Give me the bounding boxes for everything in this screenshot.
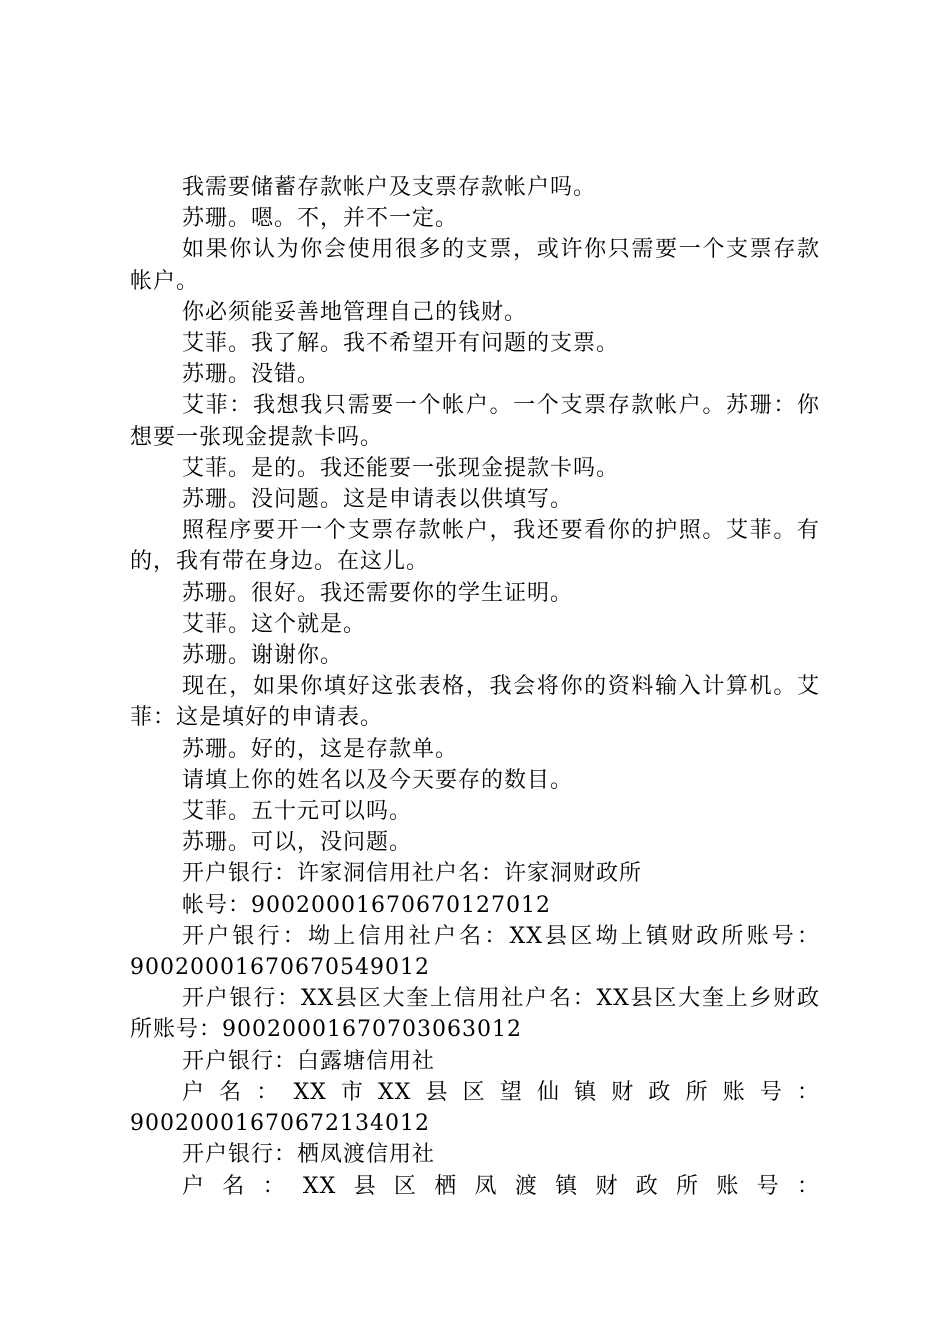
paragraph: 请填上你的姓名以及今天要存的数目。	[182, 767, 574, 793]
bank-account-entry: 开户银行：栖凤渡信用社	[182, 1142, 436, 1168]
bank-account-entry: 开户银行：XX县区大奎上信用社户名：XX县区大奎上乡财政所账号：90020001670703063012	[130, 986, 820, 1043]
bank-account-entry: 开户银行：坳上信用社户名：XX县区坳上镇财政所账号：90020001670670549012	[130, 923, 820, 981]
paragraph: 艾菲。五十元可以吗。	[182, 799, 413, 825]
paragraph: 现在，如果你填好这张表格，我会将你的资料输入计算机。艾菲：这是填好的申请表。	[130, 674, 820, 731]
paragraph: 艾菲：我想我只需要一个帐户。一个支票存款帐户。苏珊：你想要一张现金提款卡吗。	[130, 393, 820, 450]
paragraph: 我需要储蓄存款帐户及支票存款帐户吗。	[182, 175, 597, 200]
bank-account-entry: 帐号：90020001670670127012	[182, 892, 551, 918]
paragraph: 苏珊。可以，没问题。	[182, 830, 413, 856]
paragraph: 艾菲。这个就是。	[182, 611, 367, 637]
paragraph: 如果你认为你会使用很多的支票，或许你只需要一个支票存款帐户。	[130, 237, 820, 294]
paragraph: 艾菲。是的。我还能要一张现金提款卡吗。	[182, 455, 620, 481]
paragraph: 苏珊。嗯。不，并不一定。	[182, 206, 459, 232]
paragraph: 艾菲。我了解。我不希望开有问题的支票。	[182, 331, 620, 357]
paragraph: 苏珊。很好。我还需要你的学生证明。	[182, 580, 574, 606]
bank-account-entry: 开户银行：白露塘信用社	[182, 1048, 436, 1074]
bank-account-entry: 户名：XX县区栖凤渡镇财政所账号：	[182, 1173, 820, 1199]
bank-account-entry: 开户银行：许家洞信用社户名：许家洞财政所	[182, 861, 643, 887]
paragraph: 苏珊。没问题。这是申请表以供填写。	[182, 487, 574, 513]
paragraph: 苏珊。好的，这是存款单。	[182, 736, 459, 762]
paragraph: 苏珊。没错。	[182, 362, 321, 388]
paragraph: 苏珊。谢谢你。	[182, 643, 344, 669]
paragraph: 照程序要开一个支票存款帐户，我还要看你的护照。艾菲。有的，我有带在身边。在这儿。	[130, 518, 820, 575]
document-body	[130, 172, 820, 1202]
bank-account-entry: 户名：XX市XX县区望仙镇财政所账号：90020001670672134012	[130, 1079, 820, 1137]
paragraph: 你必须能妥善地管理自己的钱财。	[182, 299, 528, 325]
